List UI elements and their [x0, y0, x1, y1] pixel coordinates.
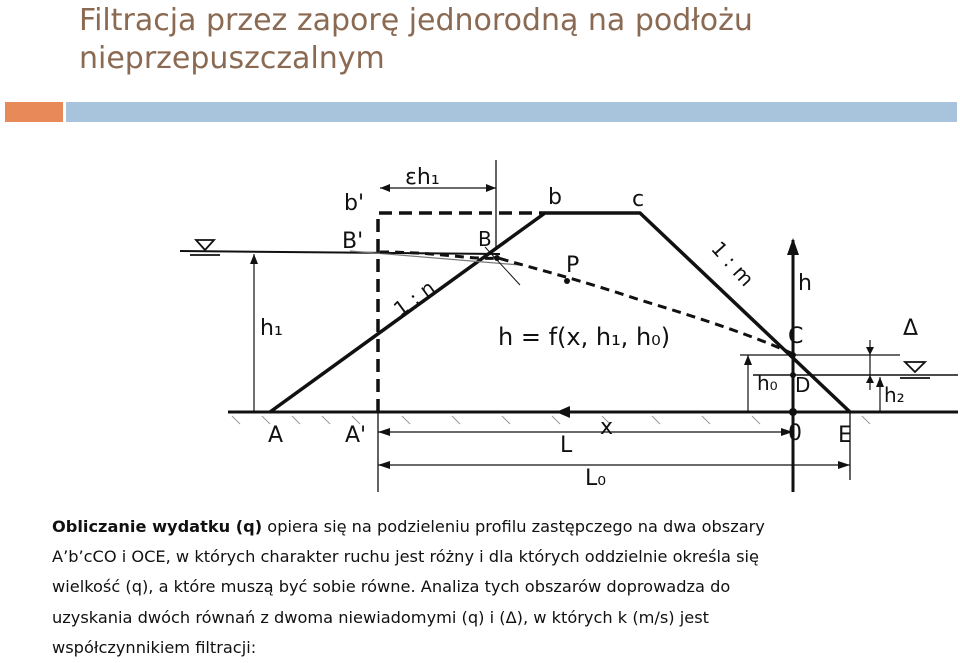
slide-title: Filtracja przez zaporę jednorodną na podłożu nieprzepuszczalnym: [79, 3, 753, 76]
description-paragraph: [52, 512, 932, 663]
label-h2: h₂: [884, 383, 905, 407]
label-L0: L₀: [585, 466, 607, 491]
label-h0: h₀: [757, 371, 778, 395]
label-A-prime: A': [345, 423, 367, 448]
ground-hatching: [232, 416, 870, 424]
point-o-marker: [789, 408, 797, 416]
line-5: współczynnikiem filtracji:: [52, 637, 257, 657]
label-x: x: [600, 415, 614, 440]
label-eh1: εh₁: [405, 165, 440, 190]
label-C: C: [788, 324, 804, 349]
point-b-tick: [485, 247, 520, 285]
point-p-marker: [564, 278, 570, 284]
accent-bar-blue: [66, 102, 957, 122]
label-E: E: [838, 423, 852, 448]
label-c-top: c: [632, 187, 645, 212]
upstream-water-line: [180, 251, 500, 254]
label-O: 0: [788, 421, 802, 446]
label-delta: Δ: [903, 316, 919, 341]
line-2: A’b’cCO i OCE, w których charakter ruchu jest różny i dla których oddzielnie określa się: [52, 547, 760, 567]
label-b-upper-prime: B': [342, 229, 364, 254]
label-L: L: [560, 433, 573, 458]
line-1: opiera się na podzieleniu profilu zastępczego na dwa obszary: [262, 517, 765, 536]
dam-filtration-diagram: [0, 140, 960, 500]
label-A: A: [268, 423, 284, 448]
label-slope-left: 1 : n: [388, 275, 440, 322]
label-b: b: [548, 185, 562, 210]
label-B: B: [478, 227, 492, 251]
accent-bar-orange: [5, 102, 63, 122]
label-h1: h₁: [260, 316, 283, 341]
line-3: wielkość (q), a które muszą być sobie równe. Analiza tych obszarów doprowadza do: [52, 577, 731, 597]
point-c-marker: [790, 352, 796, 358]
label-b-prime: b': [344, 191, 365, 216]
line-4: uzyskania dwóch równań z dwoma niewiadomymi (q) i (Δ), w których k (m/s) jest: [52, 607, 709, 627]
bold-lead: Obliczanie wydatku (q): [52, 517, 263, 536]
label-P: P: [566, 253, 580, 278]
label-D: D: [795, 373, 811, 397]
label-h-axis: h: [798, 271, 812, 296]
water-level-symbol-left: [190, 240, 220, 255]
label-slope-right: 1 : m: [706, 236, 759, 291]
label-equation: h = f(x, h₁, h₀): [498, 323, 671, 351]
